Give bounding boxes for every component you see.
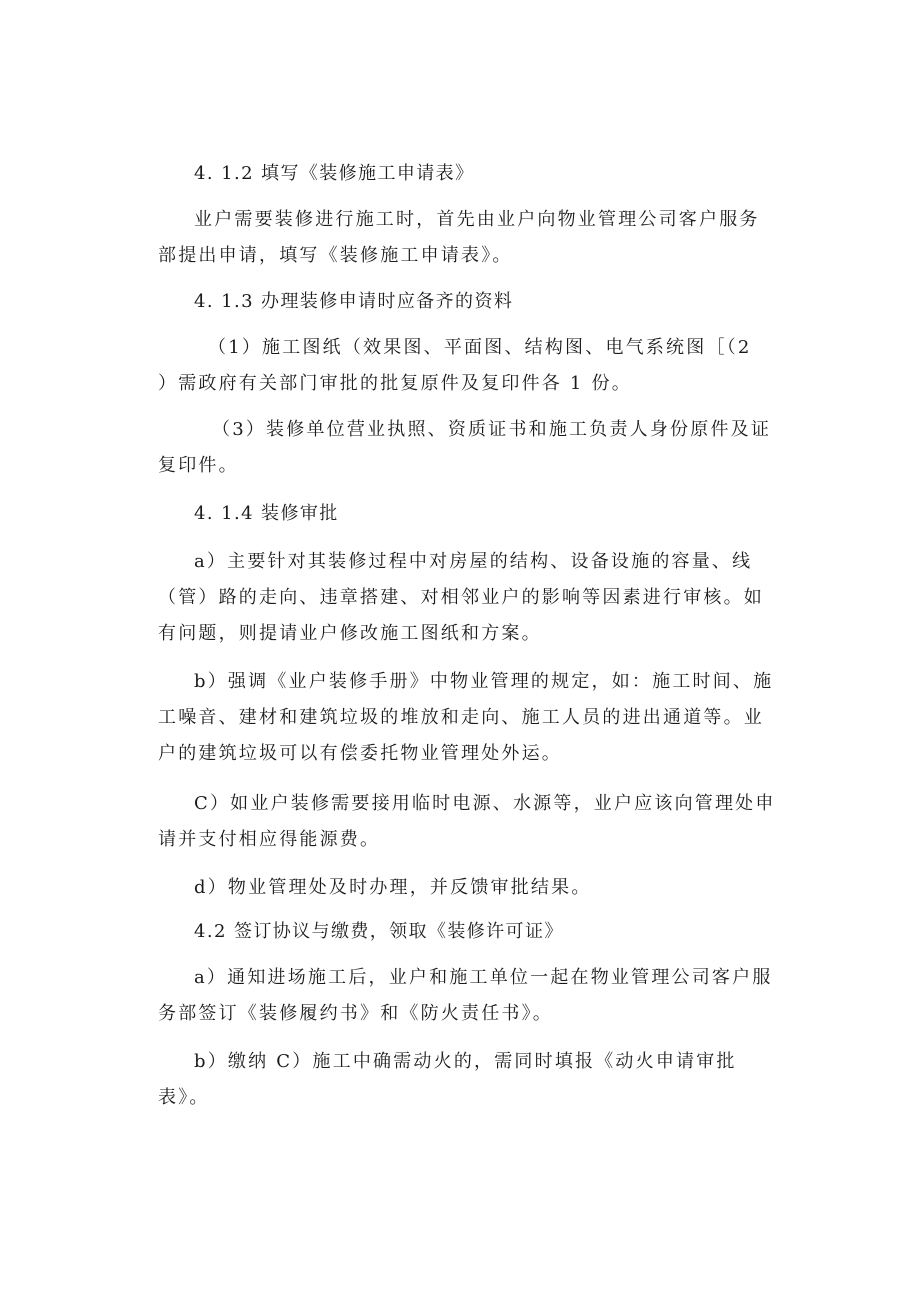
paragraph-materials-3 (158, 412, 772, 484)
heading-text: 4. 1.2 填写《装修施工申请表》 (194, 163, 475, 184)
heading-4-1-3 (158, 284, 760, 320)
paragraph-line: （3）装修单位营业执照、资质证书和施工负责人身份原件及证 (212, 419, 772, 440)
paragraph-line: 复印件。 (158, 455, 239, 476)
paragraph-line: 表》。 (158, 1087, 210, 1108)
paragraph-line: 部提出申请，填写《装修施工申请表》。 (158, 245, 513, 266)
heading-4-2 (158, 914, 760, 950)
heading-text: 4. 1.4 装修审批 (194, 503, 339, 524)
paragraph-line: a）主要针对其装修过程中对房屋的结构、设备设施的容量、线 (194, 551, 753, 572)
paragraph-sign-a (158, 960, 773, 1032)
paragraph-line: a）通知进场施工后，业户和施工单位一起在物业管理公司客户服 (194, 967, 773, 988)
paragraph-line: C）如业户装修需要接用临时电源、水源等，业户应该向管理处申 (194, 793, 776, 814)
paragraph-apply (158, 202, 760, 274)
paragraph-line: 务部签订《装修履约书》和《防火责任书》。 (158, 1003, 553, 1024)
heading-4-1-2 (158, 156, 760, 192)
paragraph-review-c (158, 786, 776, 858)
paragraph-line: 有问题，则提请业户修改施工图纸和方案。 (158, 623, 542, 644)
heading-4-1-4 (158, 496, 760, 532)
paragraph-line: b）缴纳 C）施工中确需动火的，需同时填报《动火申请审批 (194, 1051, 737, 1072)
paragraph-line: b）强调《业户装修手册》中物业管理的规定，如：施工时间、施 (194, 671, 774, 692)
paragraph-line: 户的建筑垃圾可以有偿委托物业管理处外运。 (158, 743, 562, 764)
heading-text: 4.2 签订协议与缴费，领取《装修许可证》 (194, 921, 564, 942)
paragraph-line: d）物业管理处及时办理，并反馈审批结果。 (194, 877, 592, 898)
heading-text: 4. 1.3 办理装修申请时应备齐的资料 (194, 291, 514, 312)
paragraph-line: 业户需要装修进行施工时，首先由业户向物业管理公司客户服务 (194, 209, 760, 230)
paragraph-line: （1）施工图纸（效果图、平面图、结构图、电气系统图［（2 (208, 337, 752, 358)
paragraph-line: 请并支付相应得能源费。 (158, 829, 381, 850)
paragraph-line: 工噪音、建材和建筑垃圾的堆放和走向、施工人员的进出通道等。业 (158, 707, 764, 728)
paragraph-review-a (158, 544, 764, 652)
paragraph-review-d (158, 870, 760, 906)
paragraph-sign-b (158, 1044, 760, 1116)
paragraph-line: ）需政府有关部门审批的批复原件及复印件各 1 份。 (158, 373, 632, 394)
paragraph-review-b (158, 664, 774, 772)
paragraph-materials-1-2 (158, 330, 760, 402)
paragraph-line: （管）路的走向、违章搭建、对相邻业户的影响等因素进行审核。如 (158, 587, 764, 608)
